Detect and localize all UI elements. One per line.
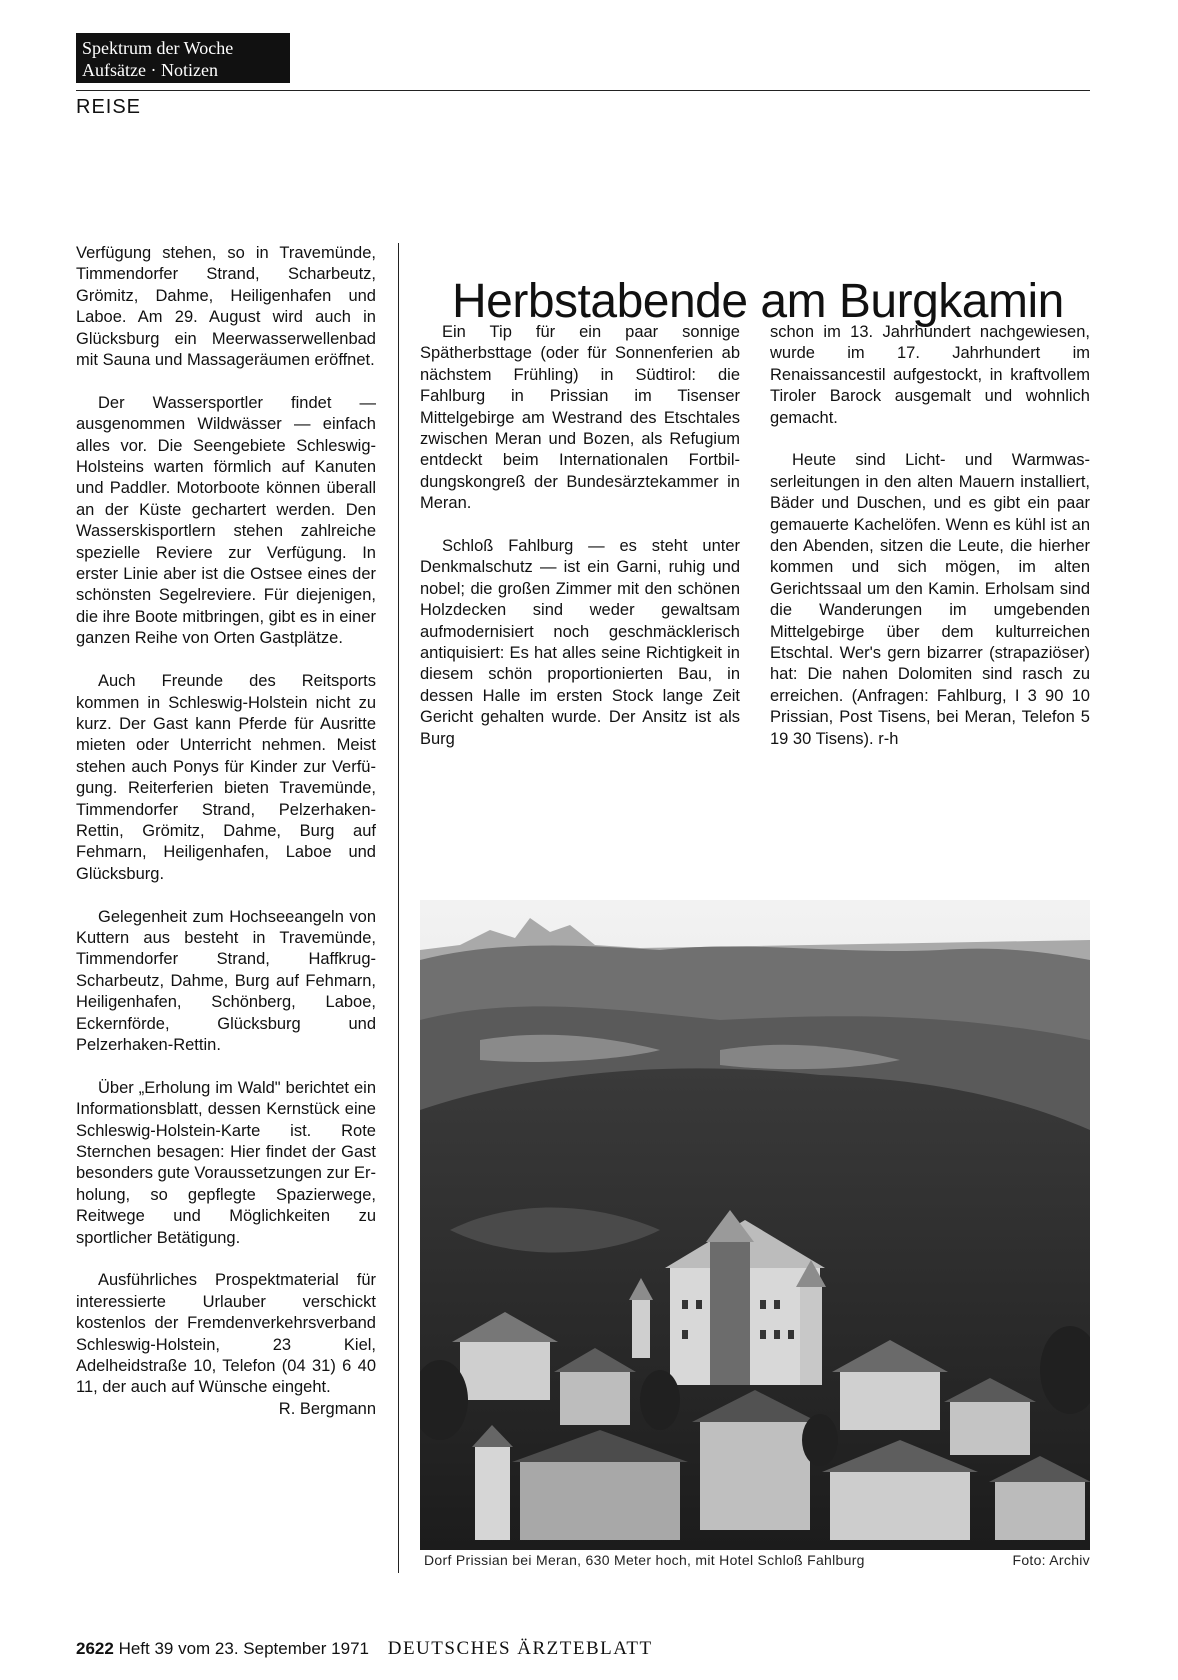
author-signature: R. Bergmann xyxy=(278,1399,376,1418)
left-paragraph-5: Über „Erholung im Wald" berichtet ein Informationsblatt, dessen Kernstück eine Schleswig-Holstein-Karte ist. Rote Sternchen besagen: Hier findet der Gast besonders gute Voraussetzungen zur Erholung, so gepflegte Spazierwege, Reitwege und Möglichkeiten zu sportlicher Betätigung. xyxy=(76,1078,376,1247)
article-col2-paragraph-1: schon im 13. Jahrhundert nachgewiesen, wurde im 17. Jahrhundert im Renaissancestil aufgestockt, in kraftvollem Tiroler Barock ausgemalt und wohnlich gemacht. xyxy=(770,323,1090,427)
left-paragraph-1: Verfügung stehen, so in Travemünde, Timmendorfer Strand, Scharbeutz, Grömitz, Dahme, Heiligenhafen und Laboe. Am 29. August wird auch in Glücksburg ein Meerwasserwellenbad mit Sauna und Massageräumen eröffnet. xyxy=(76,244,376,370)
left-column xyxy=(76,243,376,1420)
left-paragraph-6-text: Ausführliches Prospektmaterial für interessierte Urlauber verschickt kostenlos der Fremdenverkehrsverband Schleswig-Holstein, 23 Kiel, Adelheidstraße 10, Telefon (04 31) 6 40 11, der auch auf Wünsche eingeht. xyxy=(76,1271,376,1397)
photo-credit: Foto: Archiv xyxy=(1012,1552,1090,1568)
photo-caption xyxy=(424,1552,1090,1568)
caption-text: Dorf Prissian bei Meran, 630 Meter hoch, mit Hotel Schloß Fahlburg xyxy=(424,1552,865,1568)
masthead: DEUTSCHES ÄRZTEBLATT xyxy=(387,1638,653,1659)
page-footer xyxy=(76,1638,653,1660)
article-col2-paragraph-2: Heute sind Licht- und Warmwasserleitungen in den alten Mauern installiert, Bäder und Duschen, und es gibt ein paar gemauerte Kachelöfen. Wenn es kühl ist an den Abenden, sitzen die Leute, die hierher kommen und sich mögen, im alten Gerichtssaal um den Kamin. Erholsam sind die Wanderungen im umgebenden Mittelgebirge über dem kulturreichen Etschtal. Wer's gern bizarrer (strapaziöser) hat: Die nahen Dolomiten sind rasch zu erreichen. (Anfragen: Fahlburg, I 3 90 10 Prissian, Post Tisens, bei Meran, Telefon 5 19 30 Tisens). r-h xyxy=(770,451,1090,748)
left-paragraph-4: Gelegenheit zum Hochseeangeln von Kuttern aus besteht in Travemünde, Timmendorfer Strand, Haffkrug-Scharbeutz, Dahme, Burg auf Fehmarn, Heiligenhafen, Schönberg, Laboe, Eckernförde, Glücksburg und Pelzerhaken-Rettin. xyxy=(76,907,376,1054)
section-label: REISE xyxy=(76,96,142,118)
left-paragraph-6 xyxy=(76,1270,376,1418)
article-column-1 xyxy=(420,322,740,750)
header-rule xyxy=(76,90,1090,91)
article-col1-paragraph-1: Ein Tip für ein paar sonnige Spätherbsttage (oder für Sonnenferien ab nächstem Frühling) in Südtirol: die Fahlburg in Prissian im Tisenser Mittelgebirge am Westrand des Etschtales zwischen Meran und Bozen, als Refugium entdeckt beim Internationalen Fortbildungskongreß der Bundesärztekammer in Meran. xyxy=(420,323,740,513)
page-number: 2622 xyxy=(76,1639,114,1658)
article-column-2 xyxy=(770,322,1090,750)
article-col1-paragraph-2: Schloß Fahlburg — es steht unter Denkmalschutz — ist ein Garni, ruhig und nobel; die großen Zimmer mit den schönen Holzdecken sind weder gewaltsam aufmodernisiert noch geschmäcklerisch antiquisiert: Es hat alles seine Richtigkeit in diesem schön proportionierten Bau, in dessen Halle im ersten Stock lange Zeit Gericht gehalten wurde. Der Ansitz ist als Burg xyxy=(420,537,740,748)
article-headline: Herbstabende am Burgkamin xyxy=(452,275,1064,329)
issue-info: Heft 39 vom 23. September 1971 xyxy=(118,1639,369,1658)
section-badge xyxy=(76,33,290,83)
left-paragraph-3: Auch Freunde des Reitsports kommen in Schleswig-Holstein nicht zu kurz. Der Gast kann Pferde für Ausritte mieten oder Unterricht nehmen. Meist stehen auch Ponys für Kinder zur Verfügung. Reiterferien bieten Travemünde, Timmendorfer Strand, Pelzerhaken-Rettin, Grömitz, Dahme, Burg auf Fehmarn, Heiligenhafen, Laboe und Glücksburg. xyxy=(76,672,376,883)
village-photo xyxy=(420,900,1090,1550)
badge-line-2: Aufsätze · Notizen xyxy=(82,60,218,80)
left-paragraph-2: Der Wassersportler findet — ausgenommen Wildwässer — einfach alles vor. Die Seengebiete Schleswig-Holsteins warten förmlich auf Kanuten und Paddler. Motorboote können überall an der Küste gechartert werden. Den Wasserskisportlern stehen zahlreiche spezielle Reviere zur Verfügung. In erster Linie aber ist die Ostsee eines der schönsten Segelreviere. Für diejenigen, die ihre Boote mitbringen, gibt es in einer ganzen Reihe von Orten Gastplätze. xyxy=(76,393,376,648)
village-photo-image xyxy=(420,900,1090,1550)
column-divider xyxy=(398,243,399,1573)
badge-line-1: Spektrum der Woche xyxy=(82,38,234,58)
